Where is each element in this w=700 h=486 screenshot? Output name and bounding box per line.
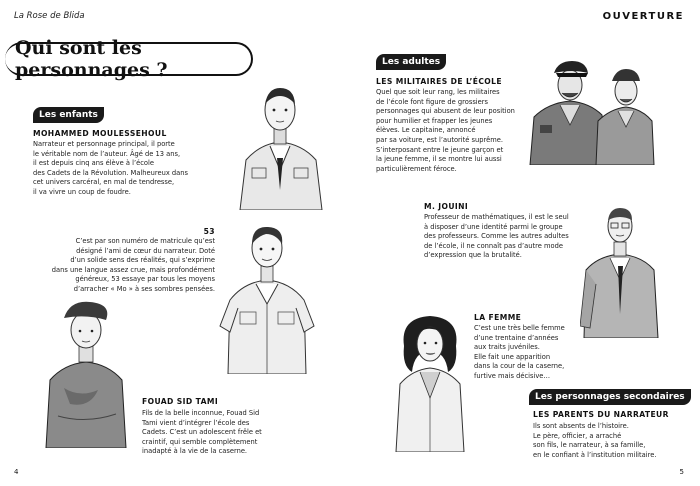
tag-children: Les enfants	[33, 107, 104, 123]
page-number-left: 4	[14, 468, 19, 476]
line: désigné l’ami de cœur du narrateur. Doté	[76, 246, 215, 255]
tag-adults: Les adultes	[376, 54, 446, 70]
line: furtive mais décisive…	[474, 371, 551, 380]
line: Cadets. C’est un adolescent frêle et	[142, 428, 262, 437]
line: personnages qui abusent de leur position	[376, 107, 515, 116]
section-title: OUVERTURE	[602, 11, 684, 22]
fouad-illustration	[40, 298, 132, 448]
line: le véritable nom de l’auteur. Âgé de 13 ans,	[33, 149, 181, 158]
line: en le confiant à l’institution militaire.	[533, 450, 657, 459]
femme-illustration	[390, 312, 470, 452]
line: S’interposant entre le jeune garçon et	[376, 145, 504, 154]
line: Quel que soit leur rang, les militaires	[376, 88, 500, 96]
page-number-right: 5	[679, 468, 684, 476]
line: aux traits juvéniles.	[474, 343, 540, 352]
block-53	[20, 227, 215, 295]
text-mohammed	[33, 140, 243, 198]
line: Tami vient d’intégrer l’école des	[142, 418, 250, 427]
line: Ils sont absents de l’histoire.	[533, 422, 629, 430]
name-parents: LES PARENTS DU NARRATEUR	[533, 410, 669, 419]
page-heading: Qui sont les personnages ?	[5, 42, 253, 76]
block-fouad	[142, 397, 302, 457]
text-fouad	[142, 409, 302, 457]
line: cet univers carcéral, en mal de tendresse,	[33, 178, 175, 187]
line: Le père, officier, a arraché	[533, 431, 622, 440]
line: par sa voiture, est l’autorité suprême.	[376, 135, 503, 144]
text-militaires	[376, 88, 526, 174]
line: il est depuis cinq ans élève à l’école	[33, 159, 154, 168]
name-jouini: M. JOUINI	[424, 202, 469, 211]
block-militaires	[376, 77, 526, 174]
line: la jeune femme, il se montre lui aussi	[376, 155, 502, 164]
jouini-illustration	[580, 204, 662, 338]
line: à disposer d’une identité parmi le groupe	[424, 222, 563, 231]
block-mohammed	[33, 129, 243, 198]
line: d’un solide sens des réalités, qui s’exprime	[70, 256, 215, 265]
line: des professeurs. Comme les autres adultes	[424, 232, 569, 241]
line: élèves. Le capitaine, annoncé	[376, 126, 476, 135]
line: d’expression que la brutalité.	[424, 251, 522, 260]
name-militaires: LES MILITAIRES DE L’ÉCOLE	[376, 77, 502, 86]
name-fouad: FOUAD SID TAMI	[142, 397, 219, 406]
line: des Cadets de la Révolution. Malheureux dans	[33, 168, 188, 177]
text-parents	[533, 422, 693, 460]
book-title: La Rose de Blida	[14, 11, 85, 21]
text-jouini	[424, 213, 584, 261]
block-femme	[474, 313, 584, 382]
name-53: 53	[203, 227, 215, 236]
militaires-illustration	[526, 55, 656, 165]
block-parents	[533, 410, 693, 460]
53-illustration	[218, 222, 316, 374]
block-jouini	[424, 202, 584, 261]
line: dans la cour de la caserne,	[474, 362, 565, 371]
mohammed-illustration	[232, 80, 328, 210]
line: Fils de la belle inconnue, Fouad Sid	[142, 409, 260, 417]
line: C’est une très belle femme	[474, 324, 565, 332]
line: Professeur de mathématiques, il est le seul	[424, 213, 569, 221]
line: de l’école, il ne connaît pas d’autre mode	[424, 241, 563, 250]
line: généreux, 53 essaye par tous les moyens	[75, 275, 215, 284]
text-femme	[474, 324, 584, 382]
line: pour humilier et frapper les jeunes	[376, 116, 493, 125]
line: dans une langue assez crue, mais profondément	[51, 265, 215, 274]
name-mohammed: MOHAMMED MOULESSEHOUL	[33, 129, 167, 138]
line: il va vivre un coup de foudre.	[33, 187, 131, 196]
line: d’une trentaine d’années	[474, 333, 559, 342]
line: inadapté à la vie de la caserne.	[142, 447, 248, 456]
line: craintif, qui semble complètement	[142, 437, 258, 446]
line: Narrateur et personnage principal, il porte	[33, 140, 175, 148]
name-femme: LA FEMME	[474, 313, 522, 322]
text-53	[20, 237, 215, 295]
line: particulièrement féroce.	[376, 164, 457, 173]
line: d’arracher « Mo » à ses sombres pensées.	[73, 284, 215, 293]
line: de l’école font figure de grossiers	[376, 97, 489, 106]
tag-secondary: Les personnages secondaires	[529, 389, 691, 405]
line: Elle fait une apparition	[474, 352, 551, 361]
line: C’est par son numéro de matricule qu’est	[75, 237, 215, 245]
line: son fils, le narrateur, à sa famille,	[533, 441, 646, 450]
